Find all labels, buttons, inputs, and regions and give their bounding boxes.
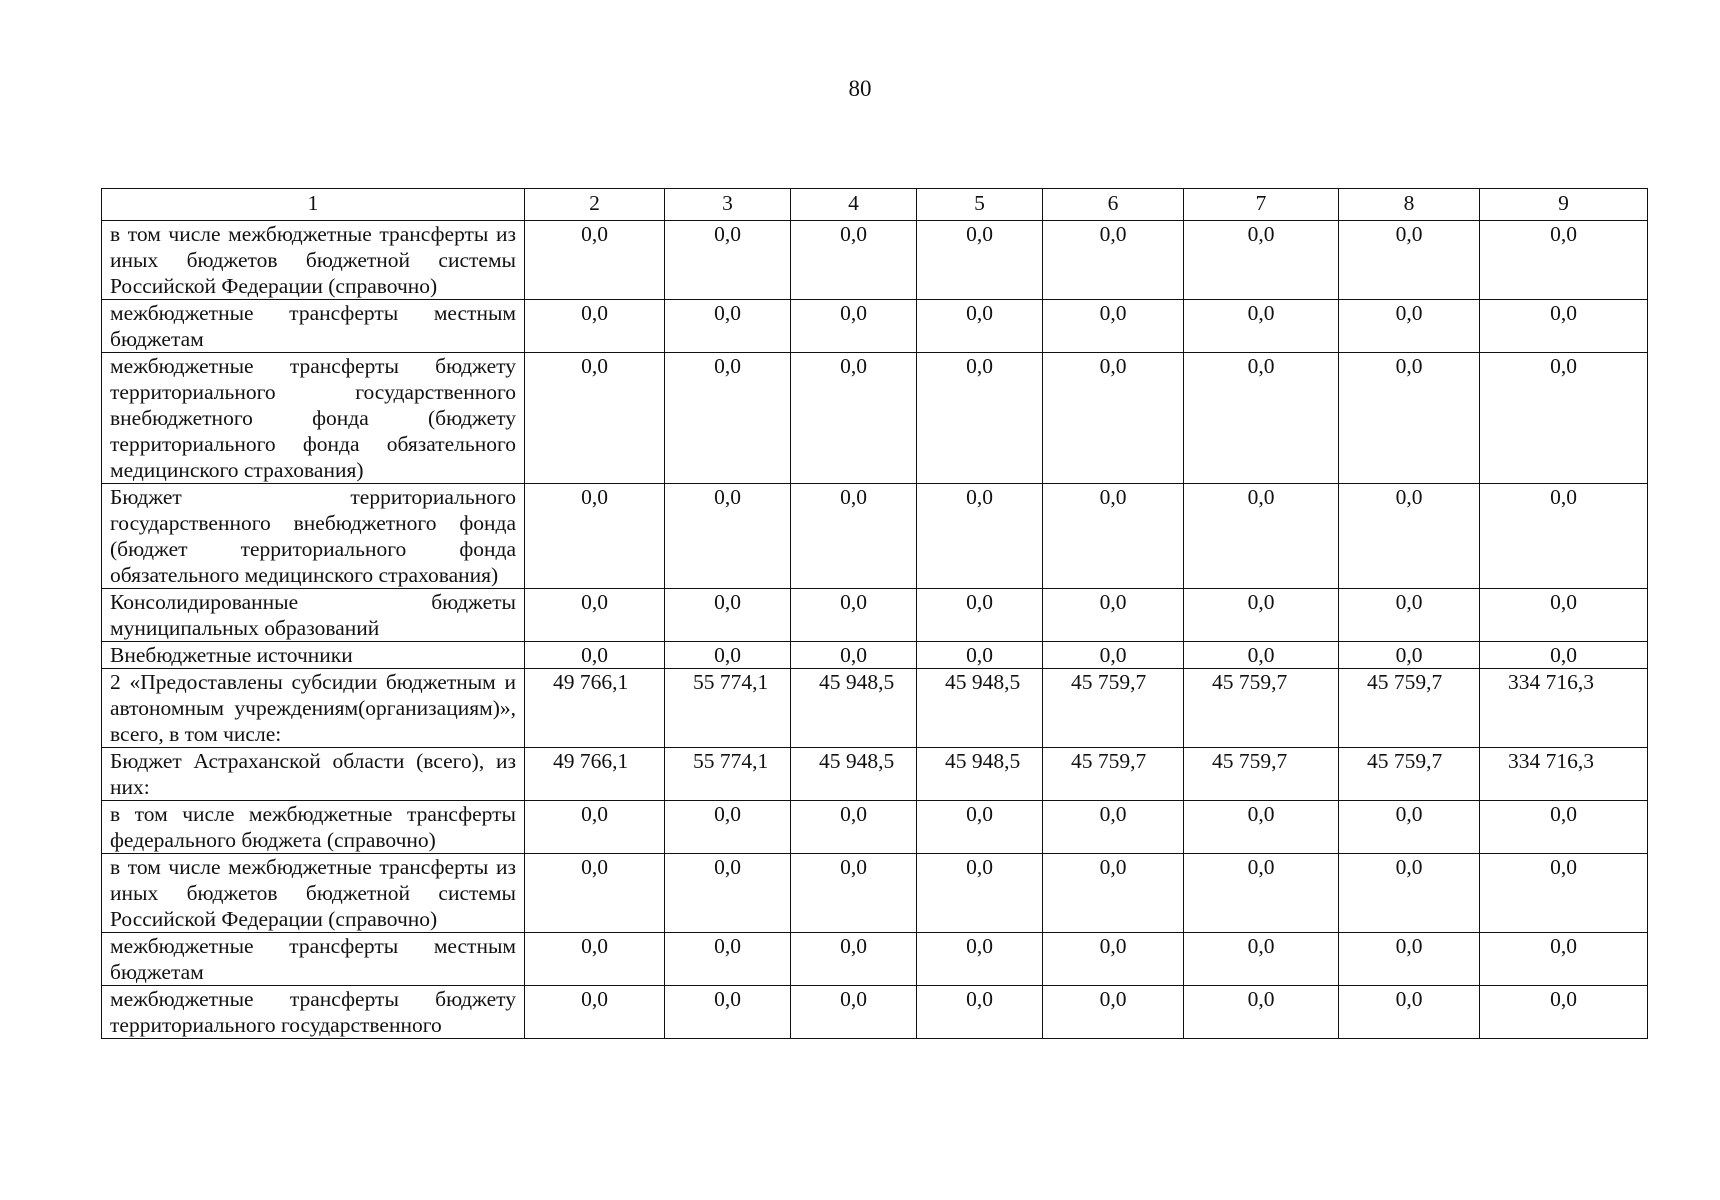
value-cell: 0,0 [791, 589, 917, 642]
value-cell: 0,0 [1339, 801, 1480, 854]
value-cell: 0,0 [791, 854, 917, 933]
value-cell: 0,0 [1043, 642, 1184, 669]
value-cell: 0,0 [665, 801, 791, 854]
row-label: в том числе межбюджетные трансферты из иных бюджетов бюджетной системы Российской Федерации (справочно) [102, 221, 525, 300]
value-cell: 0,0 [1184, 221, 1339, 300]
value-cell: 0,0 [1043, 300, 1184, 353]
value-cell: 0,0 [917, 986, 1043, 1039]
value-cell: 0,0 [665, 642, 791, 669]
value-cell: 0,0 [665, 933, 791, 986]
page-number: 80 [848, 76, 872, 101]
value-cell: 0,0 [791, 642, 917, 669]
row-label: 2 «Предоставлены субсидии бюджетным и автономным учреждениям(организациям)», всего, в том числе: [102, 669, 525, 748]
value-cell: 0,0 [665, 221, 791, 300]
table-row [102, 642, 1648, 669]
value-cell: 0,0 [1480, 589, 1648, 642]
value-cell: 0,0 [1184, 642, 1339, 669]
value-cell: 0,0 [1184, 353, 1339, 484]
value-cell: 0,0 [665, 300, 791, 353]
value-cell: 0,0 [917, 642, 1043, 669]
value-cell: 0,0 [1480, 933, 1648, 986]
value-cell: 0,0 [1043, 484, 1184, 589]
value-cell: 45 759,7 [1184, 669, 1339, 748]
column-header: 9 [1480, 189, 1648, 221]
value-cell: 0,0 [525, 300, 665, 353]
value-cell: 0,0 [665, 589, 791, 642]
value-cell: 0,0 [791, 801, 917, 854]
header-row [102, 189, 1648, 221]
row-label: Внебюджетные источники [102, 642, 525, 669]
row-label: межбюджетные трансферты бюджету территориального государственного [102, 986, 525, 1039]
value-cell: 55 774,1 [665, 669, 791, 748]
column-header: 5 [917, 189, 1043, 221]
value-cell: 0,0 [525, 933, 665, 986]
value-cell: 0,0 [1339, 933, 1480, 986]
table-row [102, 484, 1648, 589]
column-header: 6 [1043, 189, 1184, 221]
value-cell: 45 948,5 [791, 748, 917, 801]
value-cell: 0,0 [1480, 986, 1648, 1039]
table-row [102, 300, 1648, 353]
value-cell: 0,0 [917, 300, 1043, 353]
value-cell: 0,0 [1043, 986, 1184, 1039]
value-cell: 0,0 [525, 854, 665, 933]
value-cell: 0,0 [1184, 589, 1339, 642]
value-cell: 0,0 [1339, 986, 1480, 1039]
value-cell: 0,0 [1043, 589, 1184, 642]
value-cell: 0,0 [525, 801, 665, 854]
value-cell: 0,0 [1184, 300, 1339, 353]
value-cell: 0,0 [525, 589, 665, 642]
value-cell: 0,0 [1184, 484, 1339, 589]
value-cell: 0,0 [1480, 300, 1648, 353]
value-cell: 45 948,5 [917, 748, 1043, 801]
column-header: 2 [525, 189, 665, 221]
value-cell: 0,0 [1339, 484, 1480, 589]
value-cell: 45 759,7 [1339, 748, 1480, 801]
value-cell: 0,0 [1339, 589, 1480, 642]
column-header: 7 [1184, 189, 1339, 221]
value-cell: 0,0 [791, 933, 917, 986]
column-header: 8 [1339, 189, 1480, 221]
value-cell: 0,0 [1339, 642, 1480, 669]
value-cell: 0,0 [1480, 642, 1648, 669]
value-cell: 0,0 [1184, 854, 1339, 933]
table-row [102, 854, 1648, 933]
column-header: 4 [791, 189, 917, 221]
value-cell: 0,0 [791, 300, 917, 353]
column-header: 1 [102, 189, 525, 221]
value-cell: 0,0 [1339, 353, 1480, 484]
value-cell: 0,0 [525, 353, 665, 484]
value-cell: 0,0 [1184, 986, 1339, 1039]
value-cell: 45 948,5 [917, 669, 1043, 748]
value-cell: 0,0 [525, 642, 665, 669]
table-row [102, 353, 1648, 484]
value-cell: 55 774,1 [665, 748, 791, 801]
value-cell: 0,0 [1480, 801, 1648, 854]
table-row [102, 221, 1648, 300]
value-cell: 0,0 [917, 484, 1043, 589]
value-cell: 0,0 [917, 854, 1043, 933]
table-body [102, 221, 1648, 1039]
row-label: Бюджет территориального государственного внебюджетного фонда (бюджет территориального фонда обязательного медицинского страхования) [102, 484, 525, 589]
value-cell: 0,0 [1480, 353, 1648, 484]
row-label: в том числе межбюджетные трансферты из иных бюджетов бюджетной системы Российской Федерации (справочно) [102, 854, 525, 933]
row-label: межбюджетные трансферты местным бюджетам [102, 300, 525, 353]
value-cell: 0,0 [1339, 221, 1480, 300]
value-cell: 45 759,7 [1339, 669, 1480, 748]
value-cell: 45 759,7 [1043, 669, 1184, 748]
value-cell: 0,0 [917, 353, 1043, 484]
value-cell: 45 759,7 [1184, 748, 1339, 801]
value-cell: 49 766,1 [525, 669, 665, 748]
column-header: 3 [665, 189, 791, 221]
value-cell: 0,0 [525, 221, 665, 300]
table-row [102, 589, 1648, 642]
table-row [102, 986, 1648, 1039]
value-cell: 0,0 [791, 353, 917, 484]
budget-table [101, 188, 1648, 1039]
value-cell: 0,0 [665, 353, 791, 484]
value-cell: 334 716,3 [1480, 669, 1648, 748]
row-label: межбюджетные трансферты бюджету территориального государственного внебюджетного фонда (бюджету территориального фонда обязательного медицинского страхования) [102, 353, 525, 484]
table-row [102, 933, 1648, 986]
value-cell: 0,0 [791, 986, 917, 1039]
value-cell: 0,0 [791, 221, 917, 300]
table-header [102, 189, 1648, 221]
value-cell: 334 716,3 [1480, 748, 1648, 801]
value-cell: 0,0 [1339, 854, 1480, 933]
value-cell: 0,0 [1339, 300, 1480, 353]
value-cell: 0,0 [1043, 221, 1184, 300]
value-cell: 45 948,5 [791, 669, 917, 748]
row-label: в том числе межбюджетные трансферты федерального бюджета (справочно) [102, 801, 525, 854]
value-cell: 0,0 [525, 484, 665, 589]
value-cell: 0,0 [917, 221, 1043, 300]
table-row [102, 669, 1648, 748]
row-label: Бюджет Астраханской области (всего), из них: [102, 748, 525, 801]
value-cell: 0,0 [525, 986, 665, 1039]
value-cell: 0,0 [1043, 854, 1184, 933]
value-cell: 0,0 [665, 986, 791, 1039]
value-cell: 0,0 [1480, 484, 1648, 589]
value-cell: 0,0 [1480, 221, 1648, 300]
value-cell: 0,0 [1480, 854, 1648, 933]
value-cell: 0,0 [1043, 933, 1184, 986]
value-cell: 0,0 [665, 484, 791, 589]
table-row [102, 748, 1648, 801]
value-cell: 45 759,7 [1043, 748, 1184, 801]
value-cell: 0,0 [917, 933, 1043, 986]
table-row [102, 801, 1648, 854]
value-cell: 0,0 [791, 484, 917, 589]
value-cell: 0,0 [1043, 353, 1184, 484]
value-cell: 0,0 [665, 854, 791, 933]
value-cell: 0,0 [1043, 801, 1184, 854]
value-cell: 0,0 [917, 801, 1043, 854]
value-cell: 0,0 [1184, 933, 1339, 986]
row-label: межбюджетные трансферты местным бюджетам [102, 933, 525, 986]
value-cell: 0,0 [917, 589, 1043, 642]
value-cell: 0,0 [1184, 801, 1339, 854]
value-cell: 49 766,1 [525, 748, 665, 801]
row-label: Консолидированные бюджеты муниципальных образований [102, 589, 525, 642]
